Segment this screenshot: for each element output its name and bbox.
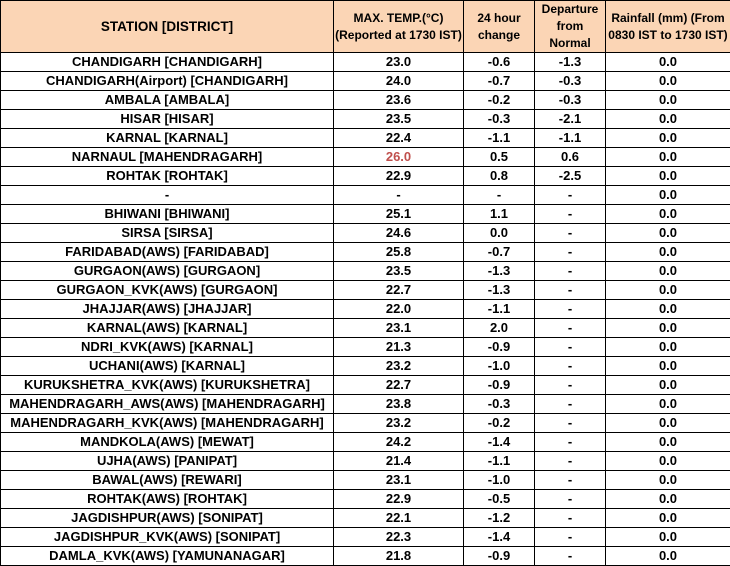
departure-cell: -1.3 (535, 53, 606, 72)
max-temp-cell: 23.5 (334, 262, 464, 281)
station-cell: JAGDISHPUR(AWS) [SONIPAT] (1, 509, 334, 528)
station-cell: CHANDIGARH [CHANDIGARH] (1, 53, 334, 72)
departure-column-header (535, 1, 606, 53)
departure-cell: - (535, 205, 606, 224)
change-cell: -1.3 (464, 262, 535, 281)
departure-cell: - (535, 547, 606, 566)
rainfall-cell: 0.0 (606, 528, 730, 547)
departure-cell: - (535, 395, 606, 414)
change-cell: 0.5 (464, 148, 535, 167)
rainfall-cell: 0.0 (606, 148, 730, 167)
station-column-header (1, 1, 334, 53)
departure-header-line1: Departure (542, 2, 599, 16)
departure-cell: - (535, 452, 606, 471)
rainfall-cell: 0.0 (606, 53, 730, 72)
station-cell: NARNAUL [MAHENDRAGARH] (1, 148, 334, 167)
departure-cell: 0.6 (535, 148, 606, 167)
max-temp-cell: 24.2 (334, 433, 464, 452)
station-cell: BHIWANI [BHIWANI] (1, 205, 334, 224)
station-cell: MAHENDRAGARH_AWS(AWS) [MAHENDRAGARH] (1, 395, 334, 414)
max-temp-column-header (334, 1, 464, 53)
rainfall-column-header (606, 1, 730, 53)
station-cell: MANDKOLA(AWS) [MEWAT] (1, 433, 334, 452)
station-cell: GURGAON_KVK(AWS) [GURGAON] (1, 281, 334, 300)
rainfall-cell: 0.0 (606, 262, 730, 281)
departure-cell: - (535, 186, 606, 205)
rainfall-cell: 0.0 (606, 110, 730, 129)
rainfall-cell: 0.0 (606, 243, 730, 262)
max-temp-cell: 22.7 (334, 281, 464, 300)
table-row (1, 262, 730, 281)
rainfall-cell: 0.0 (606, 433, 730, 452)
departure-cell: - (535, 414, 606, 433)
station-cell: CHANDIGARH(Airport) [CHANDIGARH] (1, 72, 334, 91)
station-cell: ROHTAK [ROHTAK] (1, 167, 334, 186)
rainfall-cell: 0.0 (606, 281, 730, 300)
change-cell: -0.9 (464, 376, 535, 395)
change-column-header (464, 1, 535, 53)
station-cell: BAWAL(AWS) [REWARI] (1, 471, 334, 490)
change-cell: -0.7 (464, 72, 535, 91)
station-cell: FARIDABAD(AWS) [FARIDABAD] (1, 243, 334, 262)
table-row (1, 129, 730, 148)
station-cell: KARNAL [KARNAL] (1, 129, 334, 148)
change-cell: -0.7 (464, 243, 535, 262)
table-row (1, 148, 730, 167)
departure-cell: -1.1 (535, 129, 606, 148)
table-row (1, 281, 730, 300)
departure-header-line2: from Normal (549, 19, 590, 50)
departure-cell: - (535, 300, 606, 319)
rainfall-cell: 0.0 (606, 167, 730, 186)
rainfall-cell: 0.0 (606, 509, 730, 528)
rainfall-cell: 0.0 (606, 186, 730, 205)
rainfall-cell: 0.0 (606, 129, 730, 148)
rainfall-cell: 0.0 (606, 471, 730, 490)
table-body (1, 53, 730, 566)
change-cell: -1.0 (464, 471, 535, 490)
change-cell: -1.4 (464, 433, 535, 452)
departure-cell: - (535, 338, 606, 357)
table-row (1, 72, 730, 91)
max-temp-cell: 24.6 (334, 224, 464, 243)
station-cell: MAHENDRAGARH_KVK(AWS) [MAHENDRAGARH] (1, 414, 334, 433)
departure-cell: - (535, 243, 606, 262)
max-temp-header-line2: (Reported at 1730 IST) (335, 28, 462, 42)
change-cell: -0.3 (464, 110, 535, 129)
rainfall-cell: 0.0 (606, 414, 730, 433)
change-cell: 0.0 (464, 224, 535, 243)
rainfall-cell: 0.0 (606, 338, 730, 357)
change-cell: -1.3 (464, 281, 535, 300)
rainfall-cell: 0.0 (606, 319, 730, 338)
station-cell: DAMLA_KVK(AWS) [YAMUNANAGAR] (1, 547, 334, 566)
rainfall-cell: 0.0 (606, 205, 730, 224)
departure-cell: -0.3 (535, 91, 606, 110)
station-cell: UJHA(AWS) [PANIPAT] (1, 452, 334, 471)
change-cell: -0.2 (464, 414, 535, 433)
table-row (1, 167, 730, 186)
table-row (1, 53, 730, 72)
table-row (1, 414, 730, 433)
change-cell: -1.0 (464, 357, 535, 376)
departure-cell: -2.5 (535, 167, 606, 186)
max-temp-cell: 21.8 (334, 547, 464, 566)
max-temp-cell: 22.9 (334, 167, 464, 186)
max-temp-cell: 23.6 (334, 91, 464, 110)
change-cell: -1.4 (464, 528, 535, 547)
change-cell: -0.5 (464, 490, 535, 509)
station-header-label: STATION [DISTRICT] (101, 19, 233, 34)
station-cell: - (1, 186, 334, 205)
departure-cell: - (535, 281, 606, 300)
max-temp-cell: 23.1 (334, 319, 464, 338)
station-cell: UCHANI(AWS) [KARNAL] (1, 357, 334, 376)
rainfall-cell: 0.0 (606, 376, 730, 395)
change-header-line2: change (478, 28, 520, 42)
change-cell: -1.1 (464, 452, 535, 471)
table-row (1, 395, 730, 414)
table-row (1, 338, 730, 357)
table-row (1, 547, 730, 566)
station-cell: GURGAON(AWS) [GURGAON] (1, 262, 334, 281)
table-row (1, 319, 730, 338)
table-row (1, 490, 730, 509)
departure-cell: - (535, 262, 606, 281)
max-temp-cell: 22.7 (334, 376, 464, 395)
max-temp-cell: 23.8 (334, 395, 464, 414)
station-cell: NDRI_KVK(AWS) [KARNAL] (1, 338, 334, 357)
max-temp-cell: 22.4 (334, 129, 464, 148)
table-row (1, 471, 730, 490)
change-cell: -1.1 (464, 129, 535, 148)
departure-cell: - (535, 509, 606, 528)
max-temp-cell: - (334, 186, 464, 205)
table-row (1, 91, 730, 110)
departure-cell: - (535, 471, 606, 490)
table-row (1, 205, 730, 224)
rainfall-cell: 0.0 (606, 547, 730, 566)
change-cell: -0.6 (464, 53, 535, 72)
departure-cell: - (535, 224, 606, 243)
table-row (1, 433, 730, 452)
station-cell: AMBALA [AMBALA] (1, 91, 334, 110)
change-cell: -0.9 (464, 338, 535, 357)
change-cell: -0.2 (464, 91, 535, 110)
rainfall-cell: 0.0 (606, 357, 730, 376)
rainfall-cell: 0.0 (606, 224, 730, 243)
station-cell: KARNAL(AWS) [KARNAL] (1, 319, 334, 338)
max-temp-cell: 23.2 (334, 414, 464, 433)
max-temp-cell: 25.1 (334, 205, 464, 224)
rainfall-header-line1: Rainfall (mm) (From (611, 11, 724, 25)
max-temp-cell: 23.5 (334, 110, 464, 129)
max-temp-cell: 24.0 (334, 72, 464, 91)
max-temp-header-line1: MAX. TEMP.(°C) (354, 11, 444, 25)
rainfall-cell: 0.0 (606, 490, 730, 509)
table-row (1, 110, 730, 129)
table-row (1, 224, 730, 243)
rainfall-cell: 0.0 (606, 72, 730, 91)
max-temp-cell: 23.0 (334, 53, 464, 72)
table-row (1, 452, 730, 471)
max-temp-cell: 22.9 (334, 490, 464, 509)
change-cell: 0.8 (464, 167, 535, 186)
change-cell: -0.9 (464, 547, 535, 566)
rainfall-cell: 0.0 (606, 300, 730, 319)
change-cell: 2.0 (464, 319, 535, 338)
station-cell: JHAJJAR(AWS) [JHAJJAR] (1, 300, 334, 319)
change-cell: -1.2 (464, 509, 535, 528)
change-cell: - (464, 186, 535, 205)
change-header-line1: 24 hour (477, 11, 520, 25)
departure-cell: - (535, 490, 606, 509)
station-cell: JAGDISHPUR_KVK(AWS) [SONIPAT] (1, 528, 334, 547)
change-cell: 1.1 (464, 205, 535, 224)
station-cell: SIRSA [SIRSA] (1, 224, 334, 243)
rainfall-cell: 0.0 (606, 395, 730, 414)
table-row (1, 300, 730, 319)
departure-cell: - (535, 319, 606, 338)
station-cell: KURUKSHETRA_KVK(AWS) [KURUKSHETRA] (1, 376, 334, 395)
max-temp-cell: 22.3 (334, 528, 464, 547)
departure-cell: -2.1 (535, 110, 606, 129)
table-row (1, 528, 730, 547)
departure-cell: - (535, 357, 606, 376)
departure-cell: - (535, 433, 606, 452)
max-temp-cell: 23.2 (334, 357, 464, 376)
max-temp-cell: 26.0 (334, 148, 464, 167)
max-temp-cell: 22.1 (334, 509, 464, 528)
table-row (1, 243, 730, 262)
station-cell: HISAR [HISAR] (1, 110, 334, 129)
change-cell: -0.3 (464, 395, 535, 414)
table-row (1, 186, 730, 205)
max-temp-cell: 23.1 (334, 471, 464, 490)
max-temp-cell: 21.4 (334, 452, 464, 471)
max-temp-cell: 22.0 (334, 300, 464, 319)
table-row (1, 376, 730, 395)
table-row (1, 509, 730, 528)
max-temp-cell: 21.3 (334, 338, 464, 357)
rainfall-cell: 0.0 (606, 452, 730, 471)
station-cell: ROHTAK(AWS) [ROHTAK] (1, 490, 334, 509)
change-cell: -1.1 (464, 300, 535, 319)
rainfall-header-line2: 0830 IST to 1730 IST) (608, 28, 727, 42)
max-temp-cell: 25.8 (334, 243, 464, 262)
rainfall-cell: 0.0 (606, 91, 730, 110)
departure-cell: - (535, 376, 606, 395)
departure-cell: -0.3 (535, 72, 606, 91)
table-row (1, 357, 730, 376)
table-header-row (1, 1, 730, 53)
departure-cell: - (535, 528, 606, 547)
